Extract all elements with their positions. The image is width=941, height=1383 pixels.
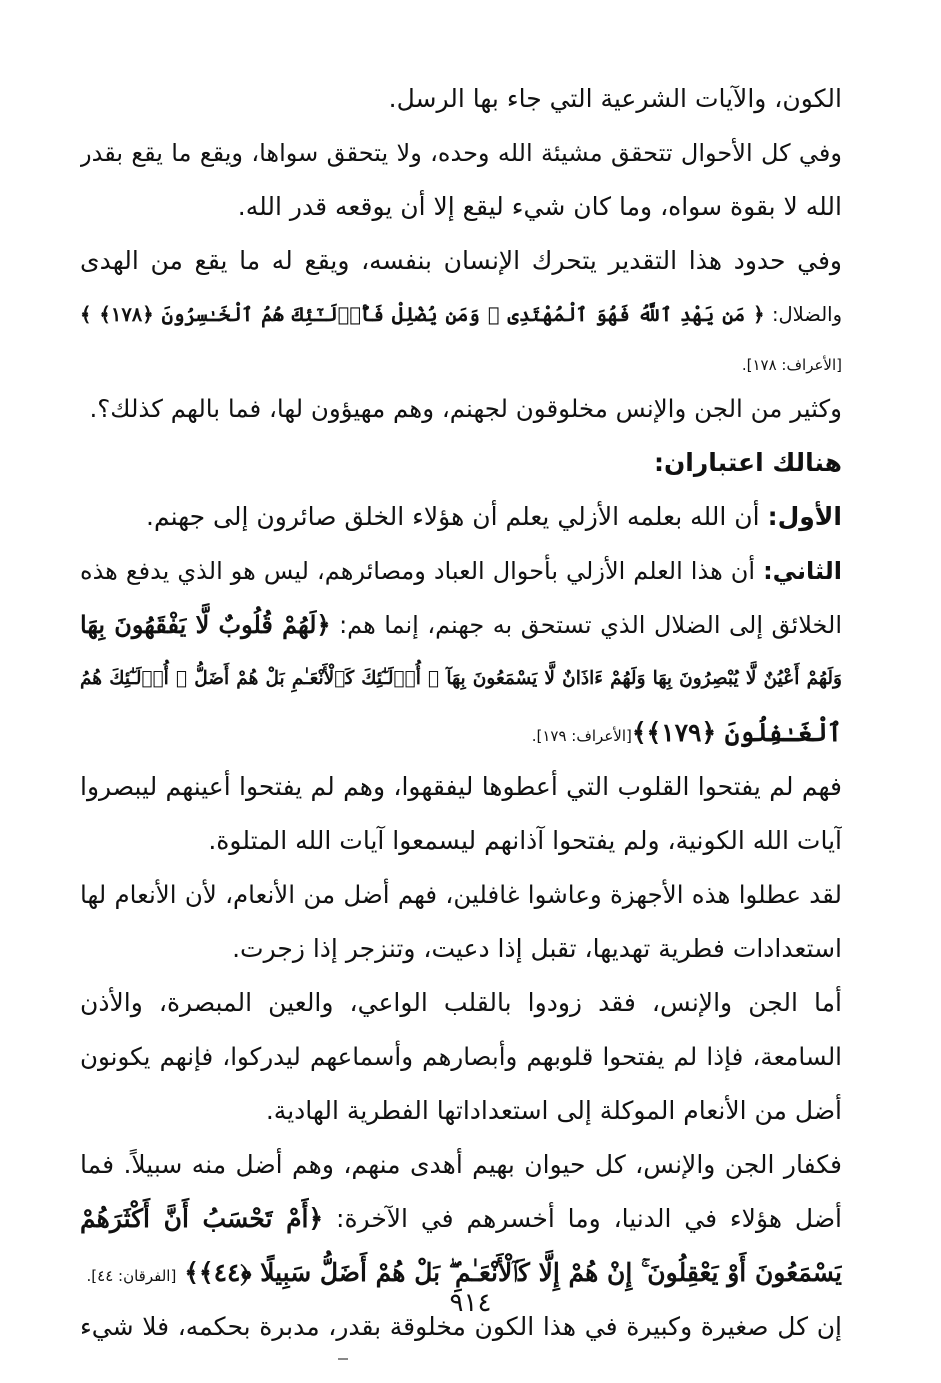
- text-line: وفي كل الأحوال تتحقق مشيئة الله وحده، ولا يتحقق سواها، ويقع ما يقع بقدر: [80, 139, 842, 167]
- text-line: لقد عطلوا هذه الأجهزة وعاشوا غافلين، فهم أضل من الأنعام، لأن الأنعام لها: [80, 880, 842, 909]
- text-segment: والضلال:: [771, 303, 842, 326]
- text-line: إن كل صغيرة وكبيرة في هذا الكون مخلوقة بقدر، مدبرة بحكمه، فلا شيء: [80, 1312, 842, 1341]
- text-line: [80, 544, 842, 598]
- text-line-with-verse: [80, 288, 842, 342]
- text-line: السامعة، فإذا لم يفتحوا قلوبهم وأبصارهم وأسماعهم ليدركوا، فإنهم يكونون: [80, 1042, 842, 1071]
- page-body: [80, 72, 842, 1354]
- quran-verse: ٱلْغَـٰفِلُونَ ﴿١٧٩﴾﴾: [631, 718, 842, 747]
- text-line-with-verse: [80, 706, 842, 760]
- verse-reference: [الأعراف: ١٧٨].: [741, 356, 842, 374]
- text-segment: الخلائق إلى الضلال الذي تستحق به جهنم، إنما هم:: [339, 611, 842, 639]
- quran-verse: ﴿لَهُمْ قُلُوبٌ لَّا يَفْقَهُونَ بِهَا: [80, 610, 331, 639]
- verse-reference: [الأعراف: ١٧٩].: [531, 727, 632, 745]
- point-label: الثاني:: [763, 557, 842, 585]
- text-line: الكون، والآيات الشرعية التي جاء بها الرسل.: [388, 84, 842, 113]
- text-line: أضل من الأنعام الموكلة إلى استعداداتها الفطرية الهادية.: [265, 1096, 842, 1125]
- print-mark: [338, 1358, 348, 1360]
- quran-verse-line: وَلَهُمْ أَعْيُنٌ لَّا يُبْصِرُونَ بِهَا وَلَهُمْ ءَاذَانٌ لَّا يَسْمَعُونَ بِهَآ ۚ أُو۟لَـٰٓئِكَ كَٱلْأَنْعَـٰمِ بَلْ هُمْ أَضَلُّ ۚ أُو۟لَـٰٓئِكَ هُمُ: [80, 668, 842, 689]
- text-line: وفي حدود هذا التقدير يتحرك الإنسان بنفسه، ويقع له ما يقع من الهدى: [80, 246, 842, 275]
- point-label: الأول:: [767, 502, 842, 531]
- quran-verse: ﴿أَمْ تَحْسَبُ أَنَّ أَكْثَرَهُمْ: [80, 1204, 324, 1233]
- text-line: [80, 342, 842, 382]
- quran-verse: ﴿ مَن يَهْدِ ٱللَّهُ فَهُوَ ٱلْمُهْتَدِى ۖ وَمَن يُضْلِلْ فَأُو۟لَـٰٓئِكَ هُمُ ٱلْخَـٰسِرُونَ ﴿١٧٨﴾ ﴾: [80, 303, 765, 326]
- text-line: استعدادات فطرية تهديها، تقبل إذا دعيت، وتنزجر إذا زجرت.: [232, 934, 842, 963]
- text-segment: أضل هؤلاء في الدنيا، وما أخسرهم في الآخرة:: [336, 1204, 842, 1233]
- quran-verse: يَسْمَعُونَ أَوْ يَعْقِلُونَ ۚ إِنْ هُمْ إِلَّا كَٱلْأَنْعَـٰمِ ۖ بَلْ هُمْ أَضَلُّ سَبِيلًا ﴿٤٤﴾﴾: [184, 1258, 842, 1287]
- text-line: الله لا بقوة سواه، وما كان شيء ليقع إلا أن يوقعه قدر الله.: [237, 192, 842, 221]
- verse-reference: [الفرقان: ٤٤].: [86, 1267, 177, 1285]
- text-line: وكثير من الجن والإنس مخلوقون لجهنم، وهم مهيؤون لها، فما بالهم كذلك؟.: [89, 394, 842, 423]
- text-line: فكفار الجن والإنس، كل حيوان بهيم أهدى منهم، وهم أضل منه سبيلاً. فما: [80, 1150, 842, 1179]
- text-line: فهم لم يفتحوا القلوب التي أعطوها ليفقهوا، وهم لم يفتحوا أعينهم ليبصروا: [80, 772, 842, 801]
- section-heading: هنالك اعتباران:: [653, 448, 842, 477]
- text-line: [80, 490, 842, 544]
- text-line: أما الجن والإنس، فقد زودوا بالقلب الواعي، والعين المبصرة، والأذن: [80, 988, 842, 1017]
- text-segment: أن هذا العلم الأزلي بأحوال العباد ومصائرهم، ليس هو الذي يدفع هذه: [80, 557, 756, 585]
- text-segment: أن الله بعلمه الأزلي يعلم أن هؤلاء الخلق صائرون إلى جهنم.: [146, 502, 760, 531]
- text-line-with-verse: [80, 1192, 842, 1246]
- page-number: ٩١٤: [449, 1288, 492, 1318]
- text-line: آيات الله الكونية، ولم يفتحوا آذانهم ليسمعوا آيات الله المتلوة.: [208, 826, 842, 855]
- text-line-with-verse: [80, 598, 842, 652]
